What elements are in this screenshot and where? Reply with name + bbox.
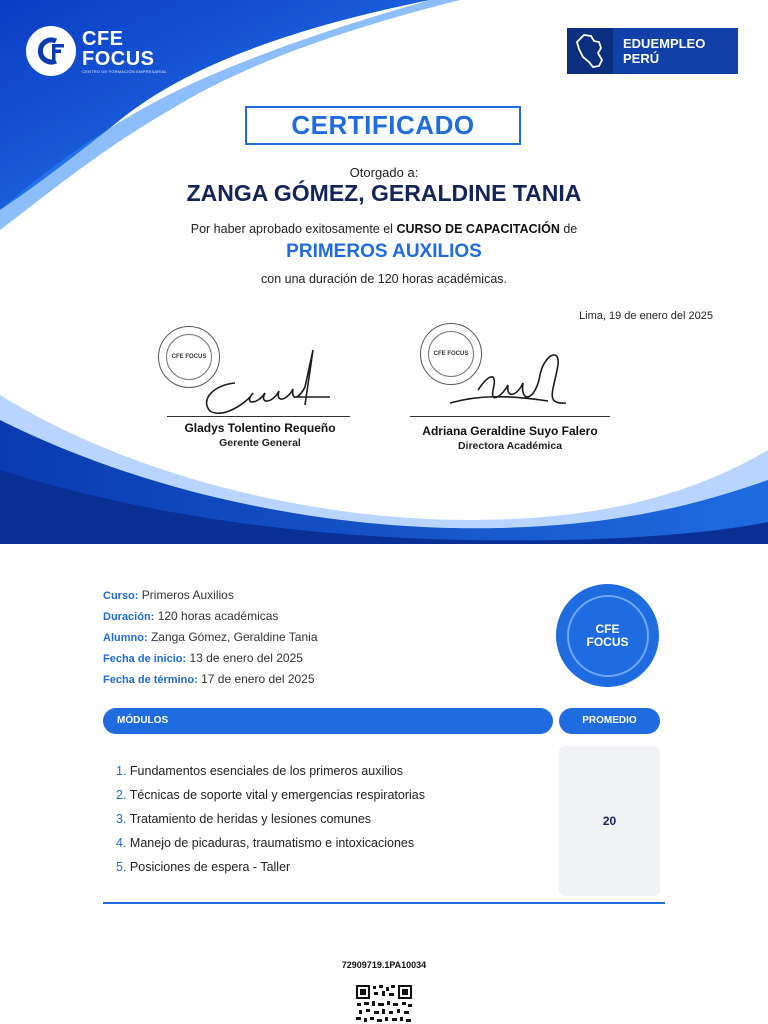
signature-line bbox=[167, 416, 350, 417]
item-label: Tratamiento de heridas y lesiones comunes bbox=[129, 812, 372, 826]
approval-suffix: de bbox=[559, 222, 578, 236]
item-number: 2. bbox=[116, 788, 127, 802]
logo-line2: FOCUS bbox=[82, 48, 155, 70]
logo-line1: CFE bbox=[82, 28, 124, 50]
signer-name: Gladys Tolentino Requeño bbox=[184, 421, 336, 435]
item-label: Fundamentos esenciales de los primeros auxilios bbox=[129, 764, 403, 778]
peru-map-icon bbox=[567, 28, 613, 74]
logo-tagline: CENTRO DE FORMACIÓN EMPRESARIAL bbox=[82, 69, 167, 74]
signer-role: Directora Académica bbox=[457, 440, 563, 452]
item-number: 5. bbox=[116, 860, 127, 874]
signature-graphic bbox=[195, 345, 345, 420]
average-score: 20 bbox=[559, 746, 660, 896]
detail-duration bbox=[103, 609, 278, 623]
signer-name: Adriana Geraldine Suyo Falero bbox=[422, 424, 598, 438]
cfe-focus-badge bbox=[556, 584, 659, 687]
course-name: PRIMEROS AUXILIOS bbox=[286, 241, 482, 262]
modules-header: MÓDULOS bbox=[103, 708, 553, 734]
seal-label: CFE FOCUS bbox=[428, 331, 474, 377]
item-number: 3. bbox=[116, 812, 127, 826]
item-label: Manejo de picaduras, traumatismo e intoxicaciones bbox=[129, 836, 415, 850]
cfe-focus-logo-icon bbox=[26, 26, 76, 76]
detail-value: 13 de enero del 2025 bbox=[189, 651, 303, 665]
detail-label: Duración: bbox=[103, 611, 155, 623]
average-header: PROMEDIO bbox=[559, 708, 660, 734]
list-item bbox=[116, 810, 425, 834]
badge-text: CFE FOCUS bbox=[567, 595, 649, 677]
detail-course bbox=[103, 588, 234, 602]
detail-label: Curso: bbox=[103, 590, 139, 602]
detail-value: 17 de enero del 2025 bbox=[201, 672, 315, 686]
detail-start-date bbox=[103, 651, 303, 665]
signature-line bbox=[410, 416, 610, 417]
certificate-title: CERTIFICADO bbox=[291, 110, 475, 140]
detail-end-date bbox=[103, 672, 315, 686]
modules-list bbox=[116, 762, 425, 882]
recipient-name: ZANGA GÓMEZ, GERALDINE TANIA bbox=[186, 180, 582, 206]
list-item bbox=[116, 786, 425, 810]
detail-label: Alumno: bbox=[103, 632, 148, 644]
list-item bbox=[116, 762, 425, 786]
verification-code: 72909719.1PA10034 bbox=[341, 960, 427, 970]
qr-code-icon[interactable] bbox=[355, 984, 413, 1024]
signature-graphic bbox=[448, 345, 578, 415]
detail-value: 120 horas académicas bbox=[157, 609, 279, 623]
item-number: 1. bbox=[116, 764, 127, 778]
list-item bbox=[116, 834, 425, 858]
approval-prefix: Por haber aprobado exitosamente el bbox=[190, 222, 397, 236]
item-label: Técnicas de soporte vital y emergencias respiratorias bbox=[129, 788, 425, 802]
seal-label: CFE FOCUS bbox=[166, 334, 212, 380]
item-label: Posiciones de espera - Taller bbox=[129, 860, 291, 874]
detail-label: Fecha de término: bbox=[103, 674, 198, 686]
divider bbox=[103, 902, 665, 904]
duration-text: con una duración de 120 horas académicas. bbox=[261, 272, 507, 286]
approval-text bbox=[0, 222, 768, 236]
detail-value: Zanga Gómez, Geraldine Tania bbox=[150, 630, 318, 644]
eduempleo-logo bbox=[567, 28, 738, 74]
approval-bold: CURSO DE CAPACITACIÓN bbox=[396, 222, 560, 236]
signer-role: Gerente General bbox=[219, 437, 301, 449]
awarded-label: Otorgado a: bbox=[349, 165, 419, 180]
issue-date: Lima, 19 de enero del 2025 bbox=[579, 310, 713, 322]
detail-value: Primeros Auxilios bbox=[141, 588, 234, 602]
cfe-focus-logo bbox=[82, 29, 167, 74]
item-number: 4. bbox=[116, 836, 127, 850]
detail-student bbox=[103, 630, 318, 644]
list-item bbox=[116, 858, 425, 882]
certificate-title-box bbox=[245, 106, 521, 145]
eduempleo-label: EDUEMPLEO PERÚ bbox=[623, 36, 706, 66]
detail-label: Fecha de inicio: bbox=[103, 653, 187, 665]
